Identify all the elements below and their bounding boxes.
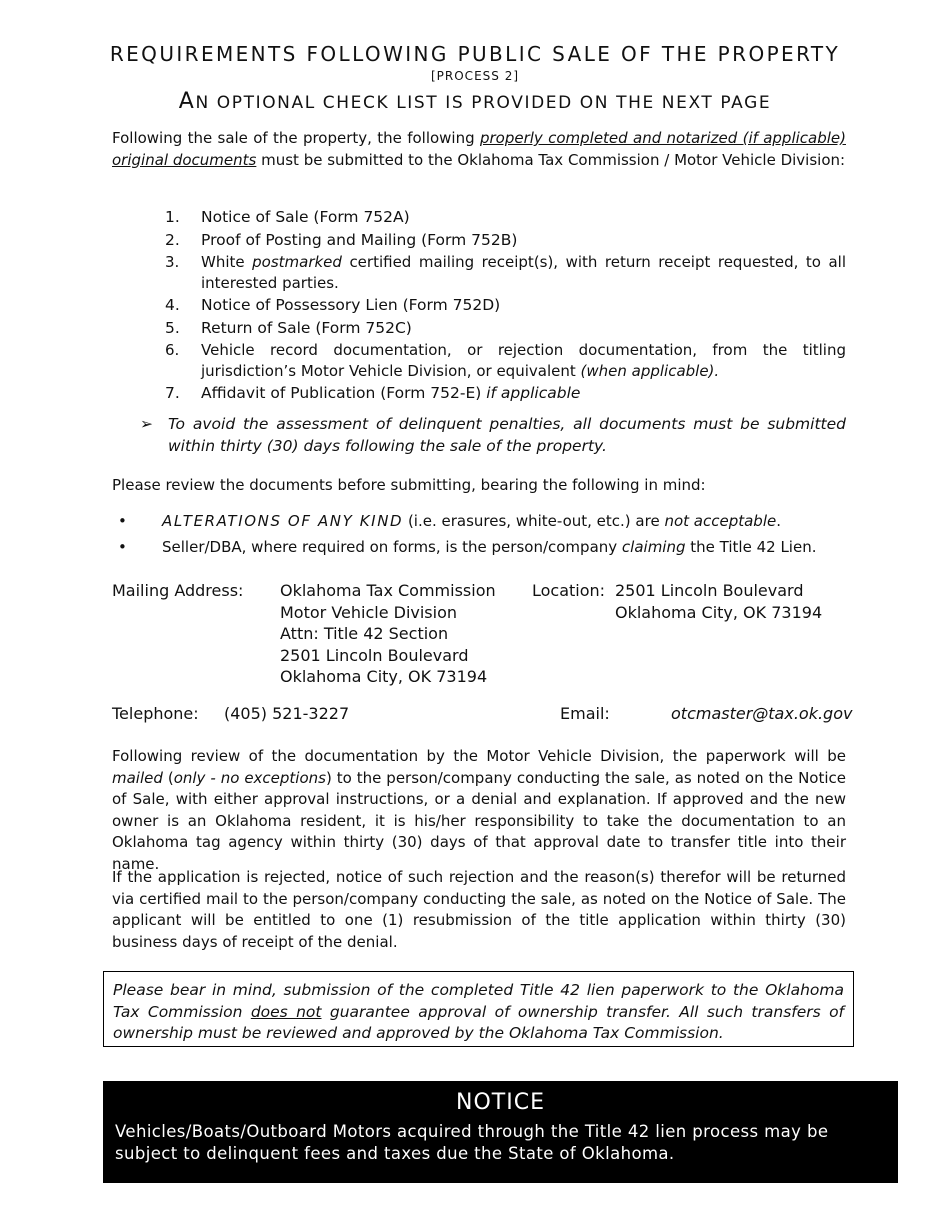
item-number: 5. bbox=[165, 318, 180, 337]
item-number: 3. bbox=[165, 253, 180, 271]
review-emphasis: mailed bbox=[112, 768, 163, 787]
address-line: Motor Vehicle Division bbox=[280, 602, 458, 622]
page-title: REQUIREMENTS FOLLOWING PUBLIC SALE OF THE PROPERTY bbox=[109, 42, 841, 66]
checklist-note bbox=[0, 89, 950, 114]
item-emphasis: postmarked bbox=[252, 253, 342, 271]
telephone-label: Telephone: bbox=[112, 704, 199, 723]
item-number: 2. bbox=[165, 230, 180, 249]
item-text: Notice of Possessory Lien (Form 752D) bbox=[201, 296, 501, 314]
list-item bbox=[118, 511, 858, 532]
mailing-address bbox=[280, 580, 496, 688]
notice-banner bbox=[103, 1081, 898, 1183]
deadline-note bbox=[140, 414, 846, 457]
list-item bbox=[118, 537, 858, 558]
notice-title: NOTICE bbox=[456, 1090, 545, 1115]
review-text: ) to the person/company conducting the sale, as noted on the Notice of Sale, with either approval instructions, or a denial and explanation. If approved and the new owner is an Oklahoma resident, it is his/her responsibility to take the documentation to an Oklahoma tag agency within thirty (30) days of that approval date to transfer title into their name. bbox=[112, 768, 846, 873]
item-text: White bbox=[201, 253, 253, 271]
reminder-end: . bbox=[776, 512, 781, 530]
item-text: Notice of Sale (Form 752A) bbox=[201, 208, 410, 226]
item-text: Vehicle record documentation, or rejection documentation, from the titling jurisdiction’s Motor Vehicle Division, or equivalent bbox=[201, 341, 846, 380]
reminder-post: the Title 42 Lien. bbox=[685, 538, 817, 556]
notice-body: Vehicles/Boats/Outboard Motors acquired through the Title 42 lien process may be subject to delinquent fees and taxes due the State of Oklahoma. bbox=[115, 1122, 829, 1163]
rejection-paragraph: If the application is rejected, notice of such rejection and the reason(s) therefor will be returned via certified mail to the person/company conducting the sale, as noted on the Notice of Sale. The applicant will be entitled to one (1) resubmission of the title application within thirty (30) business days of receipt of the denial. bbox=[112, 868, 846, 951]
disclaimer-text: Please bear in mind, submission of the completed Title 42 lien paperwork to the Oklahoma Tax Commission bbox=[113, 981, 844, 1021]
address-line: Oklahoma City, OK 73194 bbox=[280, 667, 488, 686]
item-number: 1. bbox=[165, 208, 180, 226]
list-item bbox=[165, 295, 846, 316]
review-text: Following review of the documentation by the Motor Vehicle Division, the paperwork will be bbox=[112, 747, 846, 765]
address-line: 2501 Lincoln Boulevard bbox=[615, 581, 804, 600]
disclaimer-emphasis: does not bbox=[250, 1002, 322, 1021]
disclaimer-text: guarantee approval of ownership transfer. All such transfers of ownership must be reviewed and approved by the Oklahoma Tax Commission. bbox=[113, 1002, 845, 1042]
reminder-caps: ALTERATIONS OF ANY KIND bbox=[162, 512, 404, 530]
list-item bbox=[165, 230, 846, 251]
reminder-mid: (i.e. erasures, white-out, etc.) are bbox=[403, 512, 665, 530]
item-text: Proof of Posting and Mailing (Form 752B) bbox=[201, 230, 518, 249]
item-text: Return of Sale (Form 752C) bbox=[201, 318, 412, 337]
list-item bbox=[165, 252, 846, 293]
address-line: Attn: Title 42 Section bbox=[280, 624, 449, 643]
process-label: [PROCESS 2] bbox=[430, 69, 520, 83]
reminder-text bbox=[162, 537, 858, 558]
list-item bbox=[165, 318, 846, 339]
arrow-bullet-icon: ➢ bbox=[140, 415, 153, 433]
review-emphasis: only - no exceptions bbox=[173, 768, 326, 787]
item-number: 7. bbox=[165, 384, 180, 402]
reminder-emphasis: not acceptable bbox=[664, 512, 777, 530]
email-label: Email: bbox=[560, 704, 610, 723]
address-line: Oklahoma City, OK 73194 bbox=[615, 602, 823, 622]
reminder-emphasis: claiming bbox=[621, 538, 686, 556]
list-item bbox=[165, 340, 846, 381]
location-address bbox=[615, 580, 822, 623]
mailing-address-label: Mailing Address: bbox=[112, 581, 244, 600]
email-link[interactable]: otcmaster@tax.ok.gov bbox=[671, 704, 853, 723]
location-label: Location: bbox=[532, 581, 606, 600]
list-item bbox=[165, 207, 846, 228]
bullet-icon: • bbox=[118, 538, 127, 556]
reminder-text bbox=[162, 511, 858, 532]
intro-text-end: must be submitted to the Oklahoma Tax Commission / Motor Vehicle Division: bbox=[256, 150, 846, 169]
bullet-icon: • bbox=[118, 512, 127, 530]
item-number: 6. bbox=[165, 341, 180, 359]
reminder-pre: Seller/DBA, where required on forms, is the person/company bbox=[162, 538, 622, 556]
review-paragraph bbox=[112, 746, 846, 875]
deadline-text: To avoid the assessment of delinquent penalties, all documents must be submitted within thirty (30) days following the sale of the property. bbox=[168, 415, 846, 455]
item-emphasis: if applicable bbox=[486, 384, 581, 402]
review-intro: Please review the documents before submitting, bearing the following in mind: bbox=[112, 476, 706, 494]
review-text: ( bbox=[162, 768, 174, 787]
intro-text-start: Following the sale of the property, the following bbox=[112, 129, 480, 147]
address-line: 2501 Lincoln Boulevard bbox=[280, 645, 469, 665]
telephone-number: (405) 521-3227 bbox=[224, 704, 350, 723]
list-item bbox=[165, 383, 846, 404]
checklist-note-initial: A bbox=[178, 89, 196, 114]
required-documents-list bbox=[165, 207, 846, 406]
intro-paragraph bbox=[112, 128, 846, 171]
item-text-end: certified mailing receipt(s), with return receipt requested, to all interested parties. bbox=[201, 253, 846, 292]
intro-emphasis: properly completed and notarized (if applicable) original documents bbox=[112, 129, 846, 169]
address-line: Oklahoma Tax Commission bbox=[280, 581, 496, 600]
disclaimer-box bbox=[103, 971, 854, 1047]
item-number: 4. bbox=[165, 296, 180, 314]
item-emphasis: (when applicable). bbox=[580, 361, 720, 380]
checklist-note-text: N OPTIONAL CHECK LIST IS PROVIDED ON THE NEXT PAGE bbox=[195, 93, 772, 113]
item-text: Affidavit of Publication (Form 752-E) bbox=[201, 384, 487, 402]
